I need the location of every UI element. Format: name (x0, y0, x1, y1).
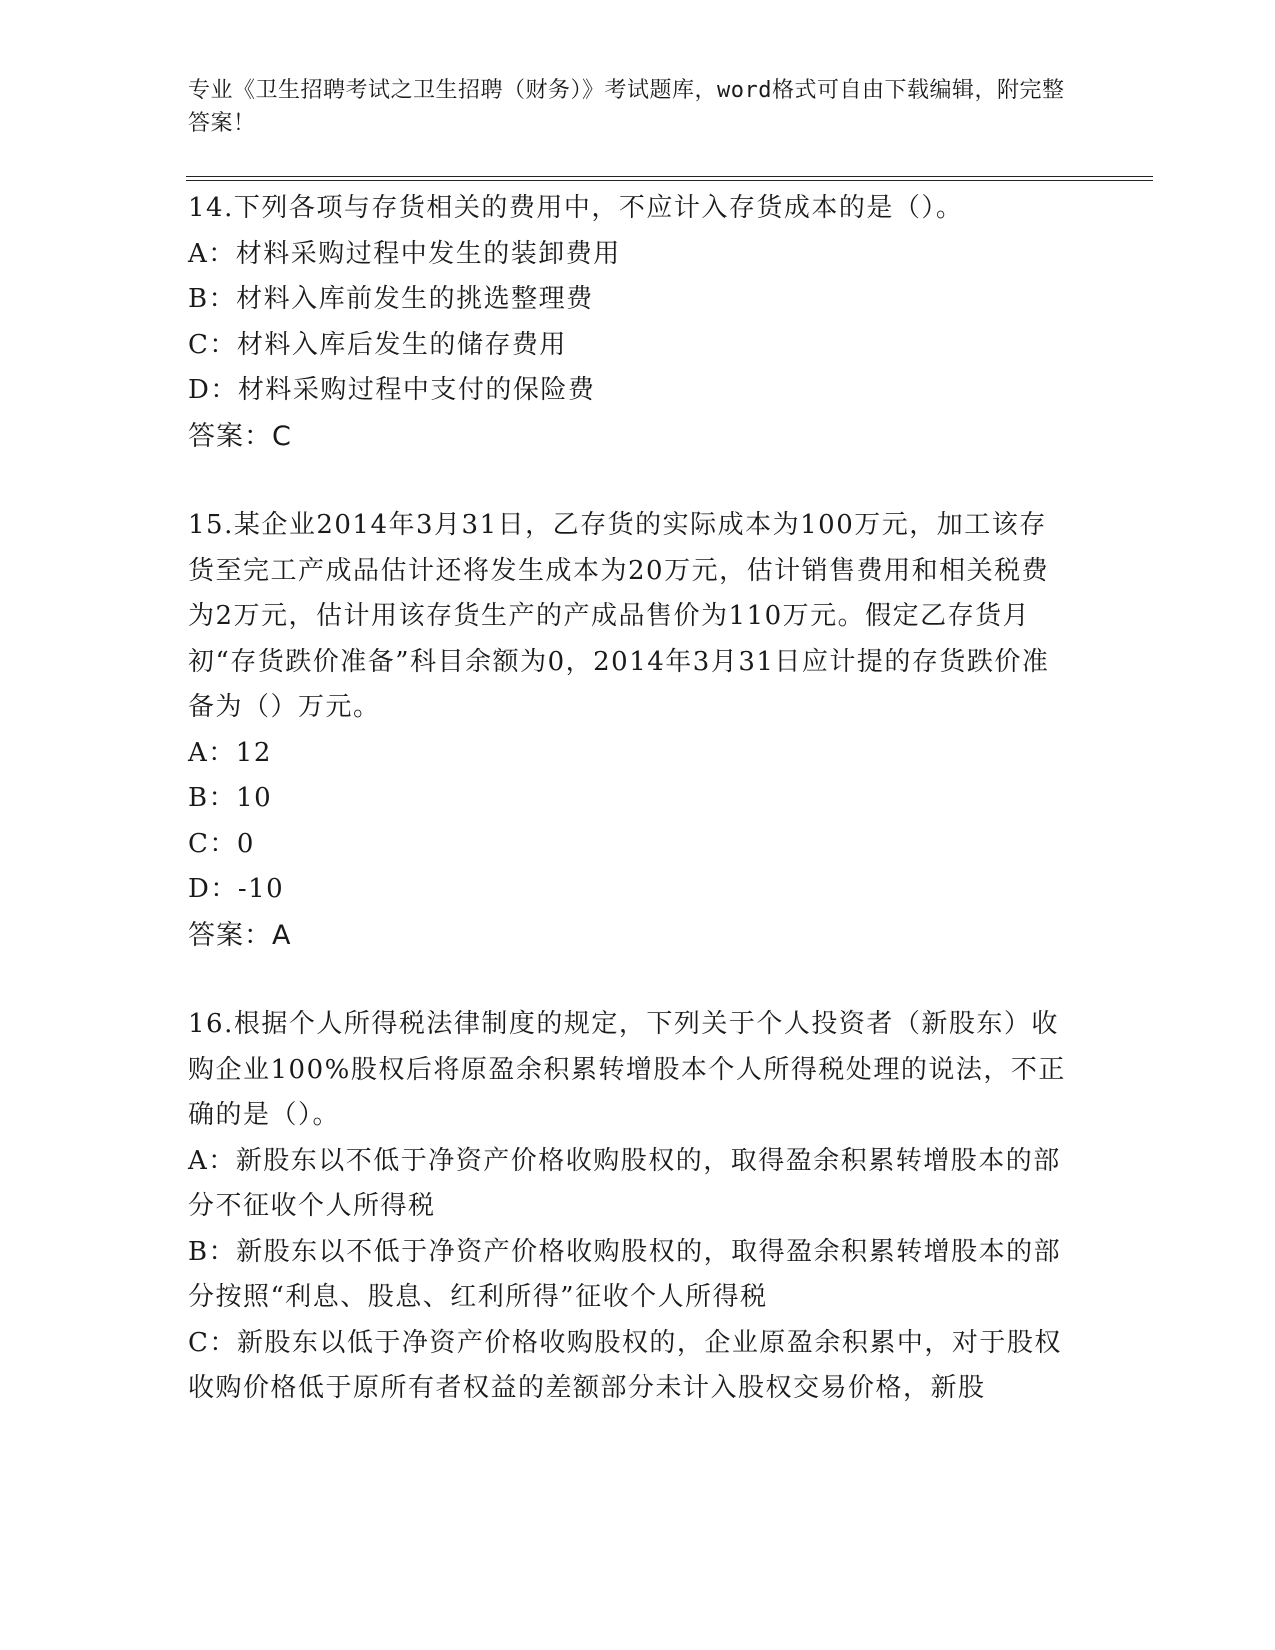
option-d: D：材料采购过程中支付的保险费 (188, 375, 596, 405)
option-a: A：12 (188, 737, 272, 768)
header-divider (186, 176, 1153, 181)
option-a: A：新股东以不低于净资产价格收购股权的，取得盈余积累转增股本的部分不征收个人所得税 (188, 1145, 1061, 1221)
question-15 (188, 503, 1068, 958)
document-header: 专业《卫生招聘考试之卫生招聘（财务）》考试题库，word格式可自由下载编辑，附完整答案！ (188, 78, 1065, 136)
option-c: C：0 (188, 828, 255, 859)
option-b: B：10 (188, 783, 273, 813)
option-b: B：材料入库前发生的挑选整理费 (188, 284, 594, 314)
answer-line: 答案：A (188, 919, 292, 951)
question-list (188, 186, 1068, 1412)
option-c: C：材料入库后发生的储存费用 (188, 329, 567, 360)
option-b: B：新股东以不低于净资产价格收购股权的，取得盈余积累转增股本的部分按照“利息、股息、红利所得”征收个人所得税 (188, 1236, 1062, 1312)
option-a: A：材料采购过程中发生的装卸费用 (188, 238, 621, 269)
question-14 (188, 186, 1068, 459)
option-d: D：-10 (188, 874, 285, 904)
question-stem: 16.根据个人所得税法律制度的规定，下列关于个人投资者（新股东）收购企业100%股权后将原盈余积累转增股本个人所得税处理的说法，不正确的是（）。 (188, 1009, 1066, 1130)
question-stem: 14.下列各项与存货相关的费用中，不应计入存货成本的是（）。 (188, 193, 964, 223)
option-c: C：新股东以低于净资产价格收购股权的，企业原盈余积累中，对于股权收购价格低于原所有者权益的差额部分未计入股权交易价格，新股 (188, 1327, 1062, 1403)
question-16 (188, 1002, 1068, 1412)
question-stem: 15.某企业2014年3月31日，乙存货的实际成本为100万元，加工该存货至完工产成品估计还将发生成本为20万元，估计销售费用和相关税费为2万元，估计用该存货生产的产成品售价为110万元。假定乙存货月初“存货跌价准备”科目余额为0，2014年3月31日应计提的存货跌价准备为（）万元。 (188, 510, 1050, 722)
answer-line: 答案：C (188, 420, 292, 452)
